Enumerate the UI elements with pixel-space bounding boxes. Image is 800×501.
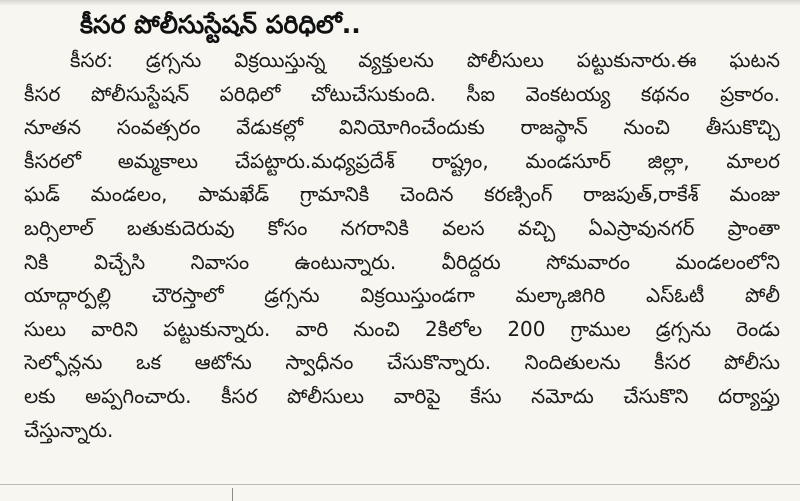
article-line-12: చేస్తున్నారు. <box>24 417 114 442</box>
column-tick-mark <box>232 488 233 501</box>
article-line-3: నూతన సంవత్సరం వేడుకల్లో వినియోగించేందుకు రాజస్థాన్ నుంచి తీసుకొచ్చి <box>24 115 780 140</box>
article-headline: కీసర పోలీసుస్టేషన్ పరిధిలో.. <box>80 10 361 39</box>
article-line-8: యాద్గార్పల్లి చౌరస్తాలో డ్రగ్సను విక్రయిస్తుండగా మల్కాజిగిరి ఎస్ఓటీ పోలీ <box>24 283 780 308</box>
article-line-5: ఘడ్ మండలం, పామఖేడ్ గ్రామానికి చెందిన కరణ్సింగ్ రాజపుత్,రాకేశ్ మంజు <box>24 182 780 207</box>
article-line-11: లకు అప్పగించారు. కీసర పోలీసులు వారిపై కేసు నమోదు చేసుకొని దర్యాప్తు <box>24 383 780 408</box>
article-line-9: సులు వారిని పట్టుకున్నారు. వారి నుంచి 2కిలోల 200 గ్రాముల డ్రగ్సను రెండు <box>24 316 780 341</box>
article-line-2: కీసర పోలీసుస్టేషన్ పరిధిలో చోటుచేసుకుంది. సీఐ వెంకటయ్య కథనం ప్రకారం. <box>24 81 780 106</box>
bottom-divider <box>0 484 800 485</box>
article-line-10: సెల్ఫోన్లను ఒక ఆటోను స్వాధీనం చేసుకొన్నారు. నిందితులను కీసర పోలీసు <box>24 350 780 375</box>
article-line-6: బర్సిలాల్ బతుకుదెరువు కోసం నగరానికి వలస వచ్చి ఏఎస్రావునగర్ ప్రాంతా <box>24 215 780 240</box>
article-line-4: కీసరలో అమ్మకాలు చేపట్టారు.మధ్యప్రదేశ్ రాష్ట్రం, మండసూర్ జిల్లా, మాలర <box>24 148 780 173</box>
article-line-7: నికి విచ్చేసి నివాసం ఉంటున్నారు. వీరిద్దరు సోమవారం మండలంలోని <box>24 249 780 274</box>
article-line-1: కీసర: డ్రగ్సను విక్రయిస్తున్న వ్యక్తులను పోలీసులు పట్టుకునారు.ఈ ఘటన <box>70 48 780 72</box>
article-body <box>24 44 780 447</box>
